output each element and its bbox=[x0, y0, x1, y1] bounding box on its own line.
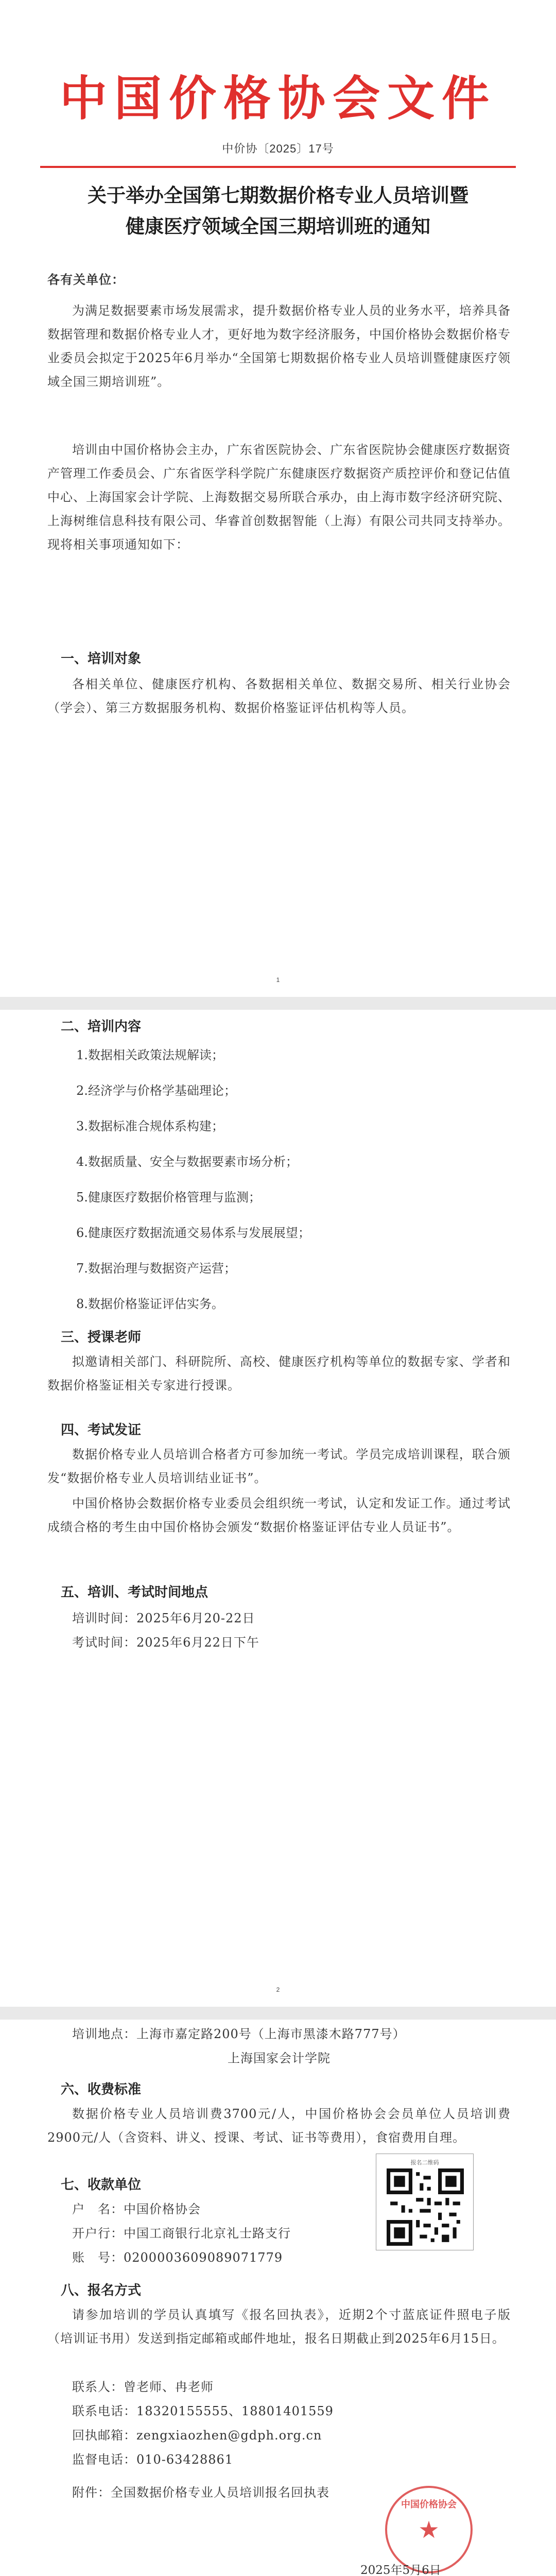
host-paragraph: 培训由中国价格协会主办，广东省医院协会、广东省医院协会健康医疗数据资产管理工作委员会、广东省医学科学院广东健康医疗数据资产质控评价和登记估值中心、上海国家会计学院、上海数据交易所联合承办，由上海市数字经济研究院、上海树维信息科技有限公司、华睿首创数据智能（上海）有限公司共同支持举办。现将相关事项通知如下： bbox=[47, 443, 511, 552]
section-1-title: 一、培训对象 bbox=[61, 651, 142, 667]
page-number: 1 bbox=[276, 976, 280, 984]
list-item: 1.数据相关政策法规解读； bbox=[76, 1048, 224, 1062]
section-6-title: 六、收费标准 bbox=[61, 2082, 142, 2097]
payee-name: 户 名：中国价格协会 bbox=[72, 2202, 201, 2216]
training-time: 培训时间：2025年6月20-22日 bbox=[72, 1611, 255, 1625]
section-7-title: 七、收款单位 bbox=[61, 2177, 142, 2193]
payee-account: 账 号：0200003609089071779 bbox=[72, 2250, 283, 2265]
intro-paragraph: 为满足数据要素市场发展需求，提升数据价格专业人员的业务水平，培养具备数据管理和数据价格专业人才，更好地为数字经济服务，中国价格协会数据价格专业委员会拟定于2025年6月举办“全国第七期数据价格专业人员培训暨健康医疗领域全国三期培训班”。 bbox=[47, 303, 511, 389]
page-gap bbox=[0, 997, 556, 1010]
section-4-body-2: 中国价格协会数据价格专业委员会组织统一考试，认定和发证工作。通过考试成绩合格的考生由中国价格协会颁发“数据价格鉴证评估专业人员证书”。 bbox=[47, 1496, 511, 1534]
qr-caption: 报名二维码 bbox=[410, 2160, 439, 2166]
list-item: 3.数据标准合规体系构建； bbox=[76, 1119, 224, 1133]
payee-bank: 开户行：中国工商银行北京礼士路支行 bbox=[72, 2226, 291, 2241]
page-number: 2 bbox=[276, 1986, 280, 1993]
list-item: 6.健康医疗数据流通交易体系与发展展望； bbox=[76, 1226, 310, 1240]
exam-time: 考试时间：2025年6月22日下午 bbox=[72, 1635, 259, 1650]
list-item: 5.健康医疗数据价格管理与监测； bbox=[76, 1190, 261, 1205]
training-content-list bbox=[76, 1046, 478, 1330]
page-3 bbox=[0, 2020, 556, 2576]
section-8-body: 请参加培训的学员认真填写《报名回执表》，近期2个寸蓝底证件照电子版（培训证书用）发送到指定邮箱或邮件地址，报名日期截止到2025年6月15日。 bbox=[47, 2308, 511, 2346]
star-icon: ★ bbox=[418, 2516, 440, 2544]
contact-phone: 联系电话：18320155555、18801401559 bbox=[72, 2404, 334, 2418]
doc-number: 中价协〔2025〕17号 bbox=[222, 142, 334, 155]
section-4-body-1: 数据价格专业人员培训合格者方可参加统一考试。学员完成培训课程，联合颁发“数据价格专业人员培训结业证书”。 bbox=[47, 1447, 511, 1485]
org-title: 中国价格协会文件 bbox=[59, 71, 496, 126]
notice-title-line2: 健康医疗领域全国三期培训班的通知 bbox=[126, 215, 430, 238]
page-2 bbox=[0, 1010, 556, 2007]
training-place: 培训地点：上海市嘉定路200号（上海市黑漆木路777号） bbox=[72, 2027, 406, 2041]
contact-person: 联系人：曾老师、冉老师 bbox=[72, 2380, 214, 2394]
supervise-phone: 监督电话：010-63428861 bbox=[72, 2452, 234, 2467]
qr-code-card[interactable] bbox=[376, 2154, 474, 2250]
notice-title-line1: 关于举办全国第七期数据价格专业人员培训暨 bbox=[88, 184, 468, 207]
section-3-title: 三、授课老师 bbox=[61, 1330, 142, 1345]
section-3-body: 拟邀请相关部门、科研院所、高校、健康医疗机构等单位的数据专家、学者和数据价格鉴证相关专家进行授课。 bbox=[47, 1354, 511, 1393]
list-item: 7.数据治理与数据资产运营； bbox=[76, 1261, 236, 1276]
contact-email[interactable]: 回执邮箱：zengxiaozhen@gdph.org.cn bbox=[72, 2428, 322, 2443]
red-divider bbox=[40, 166, 516, 168]
page-1 bbox=[0, 0, 556, 997]
salutation: 各有关单位： bbox=[47, 272, 125, 287]
section-2-title: 二、培训内容 bbox=[61, 1019, 142, 1035]
qr-code-icon bbox=[387, 2168, 464, 2246]
section-4-title: 四、考试发证 bbox=[61, 1422, 142, 1438]
sign-date: 2025年5月6日 bbox=[360, 2564, 441, 2576]
section-1-body: 各相关单位、健康医疗机构、各数据相关单位、数据交易所、相关行业协会（学会）、第三方数据服务机构、数据价格鉴证评估机构等人员。 bbox=[47, 677, 511, 715]
section-6-body: 数据价格专业人员培训费3700元/人，中国价格协会会员单位人员培训费2900元/人（含资料、讲义、授课、考试、证书等费用），食宿费用自理。 bbox=[47, 2107, 511, 2145]
training-place-2: 上海国家会计学院 bbox=[228, 2051, 331, 2065]
page-gap bbox=[0, 2007, 556, 2020]
attachment-note: 附件：全国数据价格专业人员培训报名回执表 bbox=[72, 2485, 329, 2500]
seal-text: 中国价格协会 bbox=[401, 2499, 457, 2510]
list-item: 8.数据价格鉴证评估实务。 bbox=[76, 1297, 224, 1311]
list-item: 2.经济学与价格学基础理论； bbox=[76, 1083, 236, 1098]
list-item: 4.数据质量、安全与数据要素市场分析； bbox=[76, 1155, 298, 1169]
section-5-title: 五、培训、考试时间地点 bbox=[61, 1585, 208, 1600]
section-8-title: 八、报名方式 bbox=[61, 2283, 142, 2298]
